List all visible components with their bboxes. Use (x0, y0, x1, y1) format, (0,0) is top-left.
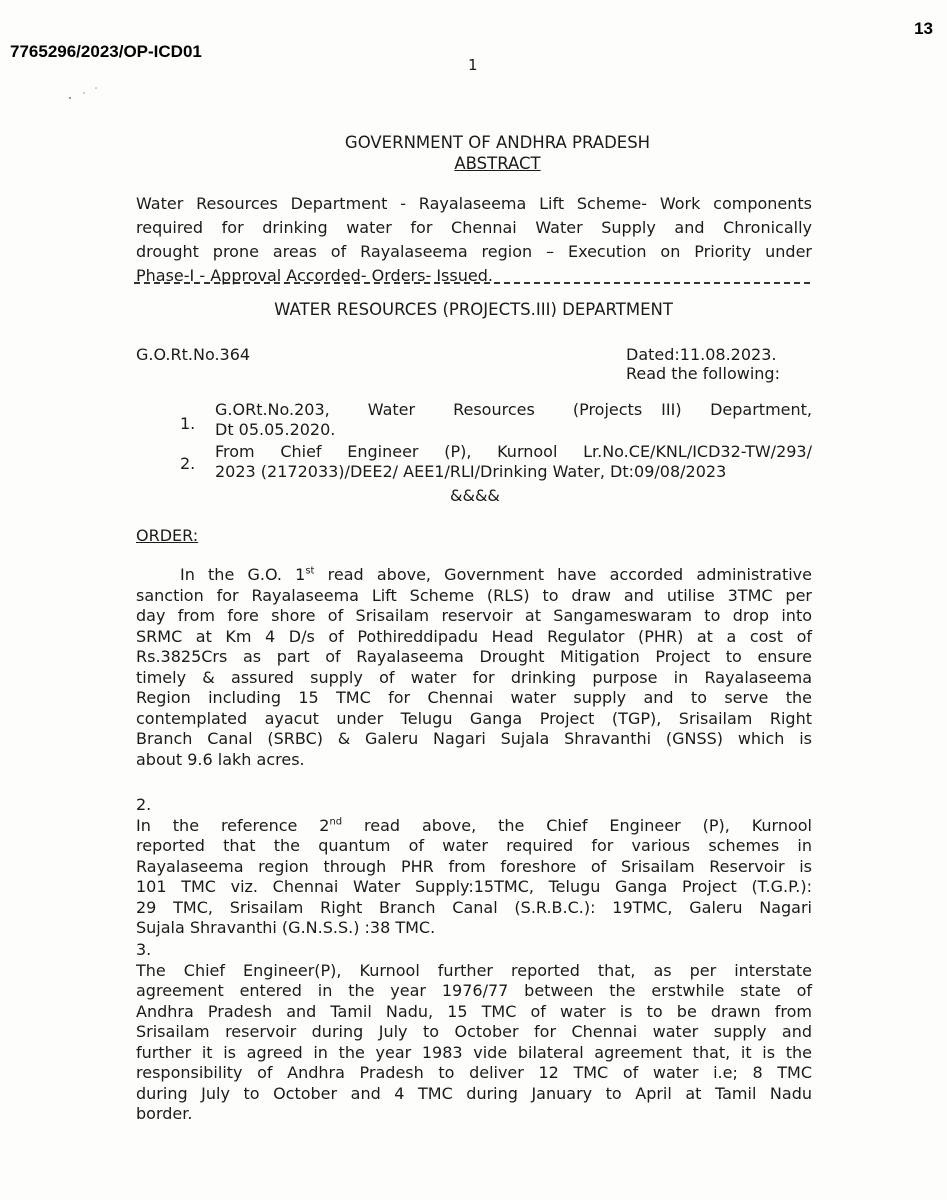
reference-line: From Chief Engineer (P), Kurnool Lr.No.CE/KNL/ICD32-TW/293/ (215, 442, 812, 461)
subject-block (136, 192, 812, 288)
paragraph-line: 101 TMC viz. Chennai Water Supply:15TMC, Telugu Ganga Project (T.G.P.): (136, 877, 812, 896)
paragraph-number: 3. (136, 940, 152, 959)
paragraph-line: In the G.O. 1st read above, Government have accorded administrative (180, 565, 812, 584)
paragraph-line: timely & assured supply of water for drinking purpose in Rayalaseema (136, 667, 812, 687)
reference-number: 1. (180, 414, 196, 433)
reference-line: G.ORt.No.203, Water Resources (Projects III) Department, (215, 400, 812, 419)
paragraph-line: Sujala Shravanthi (G.N.S.S.) :38 TMC. (136, 918, 436, 937)
order-heading: ORDER: (136, 526, 199, 545)
paragraph-number: 2. (136, 795, 152, 814)
paragraph-line: contemplated ayacut under Telugu Ganga Project (TGP), Srisailam Right (136, 708, 812, 728)
paragraph-line: 29 TMC, Srisailam Right Branch Canal (S.R.B.C.): 19TMC, Galeru Nagari (136, 897, 812, 917)
paragraph-line: Andhra Pradesh and Tamil Nadu, 15 TMC of water is to be drawn from (136, 1001, 812, 1021)
scan-specks (66, 84, 106, 104)
subject-line: required for drinking water for Chennai Water Supply and Chronically (136, 218, 812, 237)
paragraph-line: further it is agreed in the year 1983 vide bilateral agreement that, it is the (136, 1042, 812, 1062)
paragraph-1 (136, 565, 812, 770)
subject-line: Water Resources Department - Rayalaseema Lift Scheme- Work components (136, 194, 812, 213)
subject-line: Phase-I - Approval Accorded- Orders- Issued. (136, 266, 493, 285)
paragraph-line: responsibility of Andhra Pradesh to deliver 12 TMC of water i.e; 8 TMC (136, 1063, 812, 1082)
paragraph-line: sanction for Rayalaseema Lift Scheme (RLS) to draw and utilise 3TMC per (136, 585, 812, 605)
reference-item (215, 442, 812, 482)
paragraph-line: 3. The Chief Engineer(P), Kurnool further reported that, as per interstate (136, 940, 812, 980)
paragraph-line: during July to October and 4 TMC during January to April at Tamil Nadu (136, 1083, 812, 1103)
paragraph-line: border. (136, 1104, 193, 1123)
reference-line: 2023 (2172033)/DEE2/ AEE1/RLI/Drinking Water, Dt:09/08/2023 (215, 462, 727, 481)
abstract-heading: ABSTRACT (454, 154, 541, 173)
dashed-divider (134, 282, 810, 284)
separator: &&&& (450, 486, 500, 505)
paragraph-line: Rayalaseema region through PHR from foreshore of Srisailam Reservoir is (136, 856, 812, 876)
paragraph-3 (136, 940, 812, 1125)
paragraph-line: Srisailam reservoir during July to October for Chennai water supply and (136, 1022, 812, 1041)
reference-line: Dt 05.05.2020. (215, 420, 336, 439)
government-title: GOVERNMENT OF ANDHRA PRADESH (344, 133, 651, 152)
go-number: G.O.Rt.No.364 (136, 345, 251, 364)
reference-item (215, 400, 812, 440)
paragraph-2 (136, 795, 812, 939)
paragraph-line: about 9.6 lakh acres. (136, 749, 305, 769)
page-number-stamp: 13 (914, 19, 933, 38)
paragraph-line: Region including 15 TMC for Chennai water supply and to serve the (136, 688, 812, 707)
reference-number: 2. (180, 454, 196, 473)
paragraph-line: agreement entered in the year 1976/77 between the erstwhile state of (136, 981, 812, 1000)
paragraph-line: SRMC at Km 4 D/s of Pothireddipadu Head Regulator (PHR) at a cost of (136, 626, 812, 646)
subject-line: drought prone areas of Rayalaseema region – Execution on Priority under (136, 242, 812, 261)
read-following: Read the following: (626, 364, 780, 383)
paragraph-line: day from fore shore of Srisailam reservoir at Sangameswaram to drop into (136, 606, 812, 625)
paragraph-line: Rs.3825Crs as part of Rayalaseema Drought Mitigation Project to ensure (136, 647, 812, 666)
paragraph-line: Branch Canal (SRBC) & Galeru Nagari Sujala Shravanthi (GNSS) which is (136, 729, 812, 748)
paragraph-line: 2. In the reference 2nd read above, the Chief Engineer (P), Kurnool (136, 795, 813, 835)
page-number: 1 (468, 56, 478, 74)
file-number: 7765296/2023/OP-ICD01 (10, 42, 202, 61)
order-date: Dated:11.08.2023. (626, 345, 777, 364)
paragraph-line: reported that the quantum of water required for various schemes in (136, 836, 812, 855)
department-heading: WATER RESOURCES (PROJECTS.III) DEPARTMENT (274, 300, 673, 319)
